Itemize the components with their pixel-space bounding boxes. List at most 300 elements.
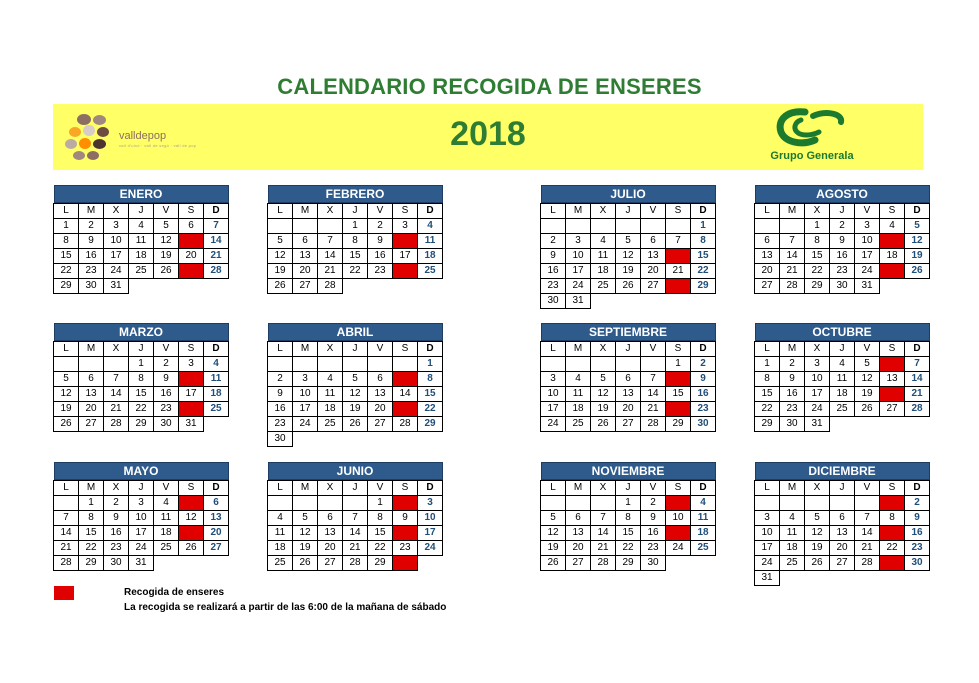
blank-cell <box>129 279 154 294</box>
day-cell: 1 <box>666 357 691 372</box>
weekday-label: M <box>566 204 591 219</box>
day-cell: 27 <box>641 279 666 294</box>
blank-cell <box>691 294 716 309</box>
collection-day-cell: 10 <box>393 234 418 249</box>
day-cell: 17 <box>755 541 780 556</box>
collection-day-cell: 5 <box>179 496 204 511</box>
day-cell: 7 <box>318 234 343 249</box>
day-cell: 13 <box>755 249 780 264</box>
day-cell: 13 <box>293 249 318 264</box>
day-cell: 30 <box>905 556 930 571</box>
day-cell: 24 <box>666 541 691 556</box>
day-cell: 1 <box>129 357 154 372</box>
day-cell: 2 <box>830 219 855 234</box>
weekday-label: M <box>566 481 591 496</box>
day-cell: 9 <box>393 511 418 526</box>
day-cell: 20 <box>368 402 393 417</box>
day-cell: 31 <box>855 279 880 294</box>
collection-day-cell: 2 <box>393 496 418 511</box>
day-cell: 8 <box>343 234 368 249</box>
day-cell: 4 <box>830 357 855 372</box>
empty-day-cell <box>855 496 880 511</box>
day-cell: 28 <box>204 264 229 279</box>
day-cell: 23 <box>780 402 805 417</box>
day-cell: 30 <box>780 417 805 432</box>
day-cell: 14 <box>343 526 368 541</box>
weekday-label: J <box>830 481 855 496</box>
empty-day-cell <box>293 219 318 234</box>
weekday-label: S <box>179 204 204 219</box>
empty-day-cell <box>268 357 293 372</box>
day-cell: 16 <box>830 249 855 264</box>
weekday-label: D <box>905 342 930 357</box>
day-cell: 25 <box>418 264 443 279</box>
empty-day-cell <box>343 496 368 511</box>
day-cell: 23 <box>830 264 855 279</box>
day-cell: 17 <box>393 249 418 264</box>
month-julio <box>540 185 716 309</box>
weekday-label: M <box>293 481 318 496</box>
day-cell: 15 <box>805 249 830 264</box>
day-cell: 12 <box>268 249 293 264</box>
day-cell: 8 <box>691 234 716 249</box>
day-cell: 6 <box>179 219 204 234</box>
day-cell: 31 <box>104 279 129 294</box>
day-cell: 15 <box>54 249 79 264</box>
empty-day-cell <box>566 357 591 372</box>
weekday-label: L <box>755 204 780 219</box>
empty-day-cell <box>755 496 780 511</box>
weekday-label: M <box>780 342 805 357</box>
weekday-label: L <box>54 481 79 496</box>
day-cell: 23 <box>393 541 418 556</box>
collection-day-cell: 14 <box>666 249 691 264</box>
day-cell: 26 <box>268 279 293 294</box>
grupo-generala-logo <box>757 106 867 168</box>
day-cell: 24 <box>541 417 566 432</box>
collection-day-cell: 30 <box>393 556 418 571</box>
weekday-label: D <box>691 342 716 357</box>
day-cell: 8 <box>79 511 104 526</box>
day-cell: 15 <box>616 526 641 541</box>
day-cell: 15 <box>691 249 716 264</box>
day-cell: 6 <box>755 234 780 249</box>
day-cell: 18 <box>268 541 293 556</box>
empty-day-cell <box>641 357 666 372</box>
day-cell: 15 <box>343 249 368 264</box>
day-cell: 5 <box>541 511 566 526</box>
day-cell: 19 <box>855 387 880 402</box>
blank-cell <box>418 432 443 447</box>
weekday-label: M <box>780 481 805 496</box>
day-cell: 9 <box>830 234 855 249</box>
day-cell: 17 <box>566 264 591 279</box>
blank-cell <box>805 571 830 586</box>
day-cell: 24 <box>418 541 443 556</box>
blank-cell <box>418 279 443 294</box>
empty-day-cell <box>591 357 616 372</box>
day-cell: 30 <box>691 417 716 432</box>
weekday-label: X <box>318 481 343 496</box>
weekday-label: M <box>780 204 805 219</box>
day-cell: 9 <box>368 234 393 249</box>
day-cell: 30 <box>541 294 566 309</box>
day-cell: 21 <box>54 541 79 556</box>
weekday-label: L <box>541 481 566 496</box>
day-cell: 6 <box>318 511 343 526</box>
day-cell: 29 <box>129 417 154 432</box>
weekday-label: J <box>343 481 368 496</box>
collection-day-cell: 25 <box>880 264 905 279</box>
day-cell: 10 <box>541 387 566 402</box>
collection-day-cell: 17 <box>666 526 691 541</box>
day-cell: 20 <box>318 541 343 556</box>
legend-swatch <box>54 586 74 600</box>
day-cell: 22 <box>418 402 443 417</box>
day-cell: 24 <box>104 264 129 279</box>
day-cell: 27 <box>755 279 780 294</box>
day-cell: 1 <box>343 219 368 234</box>
weekday-label: X <box>104 342 129 357</box>
empty-day-cell <box>566 496 591 511</box>
month-septiembre <box>540 323 716 432</box>
legend-note: La recogida se realizará a partir de las 6:00 de la mañana de sábado <box>124 602 447 613</box>
day-cell: 28 <box>54 556 79 571</box>
weekday-label: S <box>666 342 691 357</box>
blank-cell <box>905 417 930 432</box>
weekday-label: L <box>54 342 79 357</box>
day-cell: 4 <box>418 219 443 234</box>
day-cell: 20 <box>566 541 591 556</box>
day-cell: 4 <box>566 372 591 387</box>
day-cell: 17 <box>104 249 129 264</box>
empty-day-cell <box>780 219 805 234</box>
day-cell: 5 <box>591 372 616 387</box>
day-cell: 4 <box>268 511 293 526</box>
empty-day-cell <box>541 219 566 234</box>
blank-cell <box>204 417 229 432</box>
weekday-label: S <box>393 204 418 219</box>
month-marzo <box>53 323 229 432</box>
day-cell: 12 <box>293 526 318 541</box>
collection-day-cell: 22 <box>666 402 691 417</box>
day-cell: 30 <box>268 432 293 447</box>
weekday-label: S <box>179 481 204 496</box>
day-cell: 27 <box>830 556 855 571</box>
day-cell: 20 <box>641 264 666 279</box>
empty-day-cell <box>805 496 830 511</box>
weekday-label: X <box>591 342 616 357</box>
empty-day-cell <box>616 357 641 372</box>
day-cell: 18 <box>318 402 343 417</box>
month-name: SEPTIEMBRE <box>541 323 716 341</box>
day-cell: 9 <box>780 372 805 387</box>
valldepop-brand-text: valldepop <box>119 130 167 142</box>
day-cell: 4 <box>691 496 716 511</box>
blank-cell <box>691 556 716 571</box>
header-banner <box>53 104 923 170</box>
collection-day-cell: 19 <box>179 526 204 541</box>
weekday-label: X <box>805 481 830 496</box>
day-cell: 17 <box>129 526 154 541</box>
weekday-label: V <box>855 204 880 219</box>
day-cell: 5 <box>54 372 79 387</box>
weekday-label: D <box>418 481 443 496</box>
month-name: FEBRERO <box>268 185 443 203</box>
collection-day-cell: 24 <box>179 402 204 417</box>
weekday-label: J <box>616 342 641 357</box>
day-cell: 29 <box>368 556 393 571</box>
day-cell: 13 <box>616 387 641 402</box>
day-cell: 26 <box>154 264 179 279</box>
month-junio <box>267 462 443 571</box>
day-cell: 17 <box>179 387 204 402</box>
day-cell: 10 <box>805 372 830 387</box>
day-cell: 23 <box>905 541 930 556</box>
weekday-label: X <box>591 481 616 496</box>
day-cell: 30 <box>830 279 855 294</box>
day-cell: 27 <box>880 402 905 417</box>
weekday-label: M <box>293 204 318 219</box>
day-cell: 29 <box>755 417 780 432</box>
day-cell: 5 <box>805 511 830 526</box>
day-cell: 24 <box>855 264 880 279</box>
day-cell: 21 <box>591 541 616 556</box>
day-cell: 28 <box>343 556 368 571</box>
day-cell: 3 <box>393 219 418 234</box>
day-cell: 26 <box>541 556 566 571</box>
legend-label: Recogida de enseres <box>124 587 225 598</box>
day-cell: 25 <box>591 279 616 294</box>
blank-cell <box>880 417 905 432</box>
empty-day-cell <box>541 496 566 511</box>
blank-cell <box>343 279 368 294</box>
weekday-label: S <box>666 204 691 219</box>
day-cell: 12 <box>343 387 368 402</box>
day-cell: 27 <box>368 417 393 432</box>
day-cell: 21 <box>104 402 129 417</box>
day-cell: 26 <box>805 556 830 571</box>
day-cell: 17 <box>541 402 566 417</box>
weekday-label: D <box>691 481 716 496</box>
day-cell: 5 <box>293 511 318 526</box>
collection-day-cell: 20 <box>880 387 905 402</box>
day-cell: 20 <box>755 264 780 279</box>
blank-cell <box>204 279 229 294</box>
empty-day-cell <box>566 219 591 234</box>
day-cell: 4 <box>204 357 229 372</box>
empty-day-cell <box>293 357 318 372</box>
weekday-label: L <box>268 204 293 219</box>
day-cell: 1 <box>616 496 641 511</box>
day-cell: 21 <box>641 402 666 417</box>
day-cell: 20 <box>830 541 855 556</box>
day-cell: 8 <box>805 234 830 249</box>
day-cell: 8 <box>54 234 79 249</box>
day-cell: 27 <box>616 417 641 432</box>
day-cell: 19 <box>293 541 318 556</box>
weekday-label: D <box>905 481 930 496</box>
day-cell: 11 <box>591 249 616 264</box>
day-cell: 9 <box>541 249 566 264</box>
day-cell: 3 <box>179 357 204 372</box>
blank-cell <box>905 571 930 586</box>
day-cell: 16 <box>368 249 393 264</box>
day-cell: 30 <box>79 279 104 294</box>
day-cell: 31 <box>129 556 154 571</box>
day-cell: 23 <box>368 264 393 279</box>
empty-day-cell <box>368 357 393 372</box>
day-cell: 18 <box>880 249 905 264</box>
month-name: JULIO <box>541 185 716 203</box>
day-cell: 25 <box>566 417 591 432</box>
day-cell: 26 <box>905 264 930 279</box>
blank-cell <box>368 279 393 294</box>
weekday-label: S <box>880 481 905 496</box>
day-cell: 14 <box>204 234 229 249</box>
day-cell: 18 <box>830 387 855 402</box>
weekday-label: D <box>905 204 930 219</box>
blank-cell <box>666 294 691 309</box>
day-cell: 11 <box>830 372 855 387</box>
day-cell: 9 <box>268 387 293 402</box>
day-cell: 24 <box>805 402 830 417</box>
day-cell: 18 <box>780 541 805 556</box>
blank-cell <box>905 279 930 294</box>
weekday-label: V <box>855 342 880 357</box>
day-cell: 22 <box>368 541 393 556</box>
day-cell: 23 <box>79 264 104 279</box>
month-febrero <box>267 185 443 294</box>
day-cell: 16 <box>104 526 129 541</box>
day-cell: 29 <box>666 417 691 432</box>
day-cell: 31 <box>566 294 591 309</box>
blank-cell <box>616 294 641 309</box>
day-cell: 19 <box>54 402 79 417</box>
year-label: 2018 <box>450 115 526 153</box>
weekday-label: S <box>393 481 418 496</box>
weekday-label: V <box>641 204 666 219</box>
day-cell: 10 <box>755 526 780 541</box>
day-cell: 13 <box>79 387 104 402</box>
day-cell: 15 <box>79 526 104 541</box>
day-cell: 10 <box>566 249 591 264</box>
weekday-label: V <box>855 481 880 496</box>
day-cell: 2 <box>268 372 293 387</box>
month-name: OCTUBRE <box>755 323 930 341</box>
day-cell: 17 <box>855 249 880 264</box>
empty-day-cell <box>54 496 79 511</box>
day-cell: 11 <box>268 526 293 541</box>
blank-cell <box>179 279 204 294</box>
day-cell: 21 <box>204 249 229 264</box>
day-cell: 12 <box>905 234 930 249</box>
day-cell: 5 <box>154 219 179 234</box>
day-cell: 23 <box>154 402 179 417</box>
blank-cell <box>855 571 880 586</box>
day-cell: 13 <box>830 526 855 541</box>
day-cell: 28 <box>104 417 129 432</box>
day-cell: 4 <box>591 234 616 249</box>
day-cell: 25 <box>268 556 293 571</box>
empty-day-cell <box>79 357 104 372</box>
weekday-label: J <box>830 204 855 219</box>
month-name: ABRIL <box>268 323 443 341</box>
blank-cell <box>666 556 691 571</box>
empty-day-cell <box>293 496 318 511</box>
weekday-label: V <box>154 342 179 357</box>
day-cell: 28 <box>393 417 418 432</box>
day-cell: 26 <box>343 417 368 432</box>
day-cell: 22 <box>805 264 830 279</box>
day-cell: 12 <box>591 387 616 402</box>
day-cell: 1 <box>805 219 830 234</box>
collection-day-cell: 27 <box>179 264 204 279</box>
day-cell: 22 <box>755 402 780 417</box>
day-cell: 26 <box>293 556 318 571</box>
day-cell: 5 <box>343 372 368 387</box>
empty-day-cell <box>104 357 129 372</box>
empty-day-cell <box>591 496 616 511</box>
day-cell: 20 <box>79 402 104 417</box>
day-cell: 16 <box>780 387 805 402</box>
day-cell: 8 <box>129 372 154 387</box>
blank-cell <box>154 556 179 571</box>
day-cell: 29 <box>616 556 641 571</box>
weekday-label: V <box>154 481 179 496</box>
weekday-label: J <box>830 342 855 357</box>
weekday-label: L <box>54 204 79 219</box>
weekday-label: X <box>805 342 830 357</box>
weekday-label: J <box>129 481 154 496</box>
blank-cell <box>154 279 179 294</box>
day-cell: 6 <box>293 234 318 249</box>
day-cell: 8 <box>418 372 443 387</box>
generala-emblem-icon <box>757 106 867 150</box>
day-cell: 5 <box>905 219 930 234</box>
day-cell: 6 <box>830 511 855 526</box>
empty-day-cell <box>755 219 780 234</box>
empty-day-cell <box>268 496 293 511</box>
day-cell: 28 <box>591 556 616 571</box>
day-cell: 3 <box>293 372 318 387</box>
day-cell: 24 <box>129 541 154 556</box>
day-cell: 22 <box>343 264 368 279</box>
day-cell: 7 <box>204 219 229 234</box>
day-cell: 5 <box>616 234 641 249</box>
day-cell: 13 <box>566 526 591 541</box>
day-cell: 7 <box>54 511 79 526</box>
day-cell: 27 <box>79 417 104 432</box>
day-cell: 2 <box>368 219 393 234</box>
day-cell: 15 <box>368 526 393 541</box>
weekday-label: V <box>368 204 393 219</box>
day-cell: 27 <box>293 279 318 294</box>
day-cell: 26 <box>179 541 204 556</box>
weekday-label: M <box>79 481 104 496</box>
collection-day-cell: 11 <box>880 234 905 249</box>
weekday-label: V <box>368 342 393 357</box>
day-cell: 30 <box>154 417 179 432</box>
day-cell: 26 <box>591 417 616 432</box>
day-cell: 11 <box>129 234 154 249</box>
day-cell: 14 <box>905 372 930 387</box>
day-cell: 20 <box>204 526 229 541</box>
day-cell: 28 <box>641 417 666 432</box>
day-cell: 22 <box>54 264 79 279</box>
day-cell: 23 <box>641 541 666 556</box>
weekday-label: D <box>418 342 443 357</box>
